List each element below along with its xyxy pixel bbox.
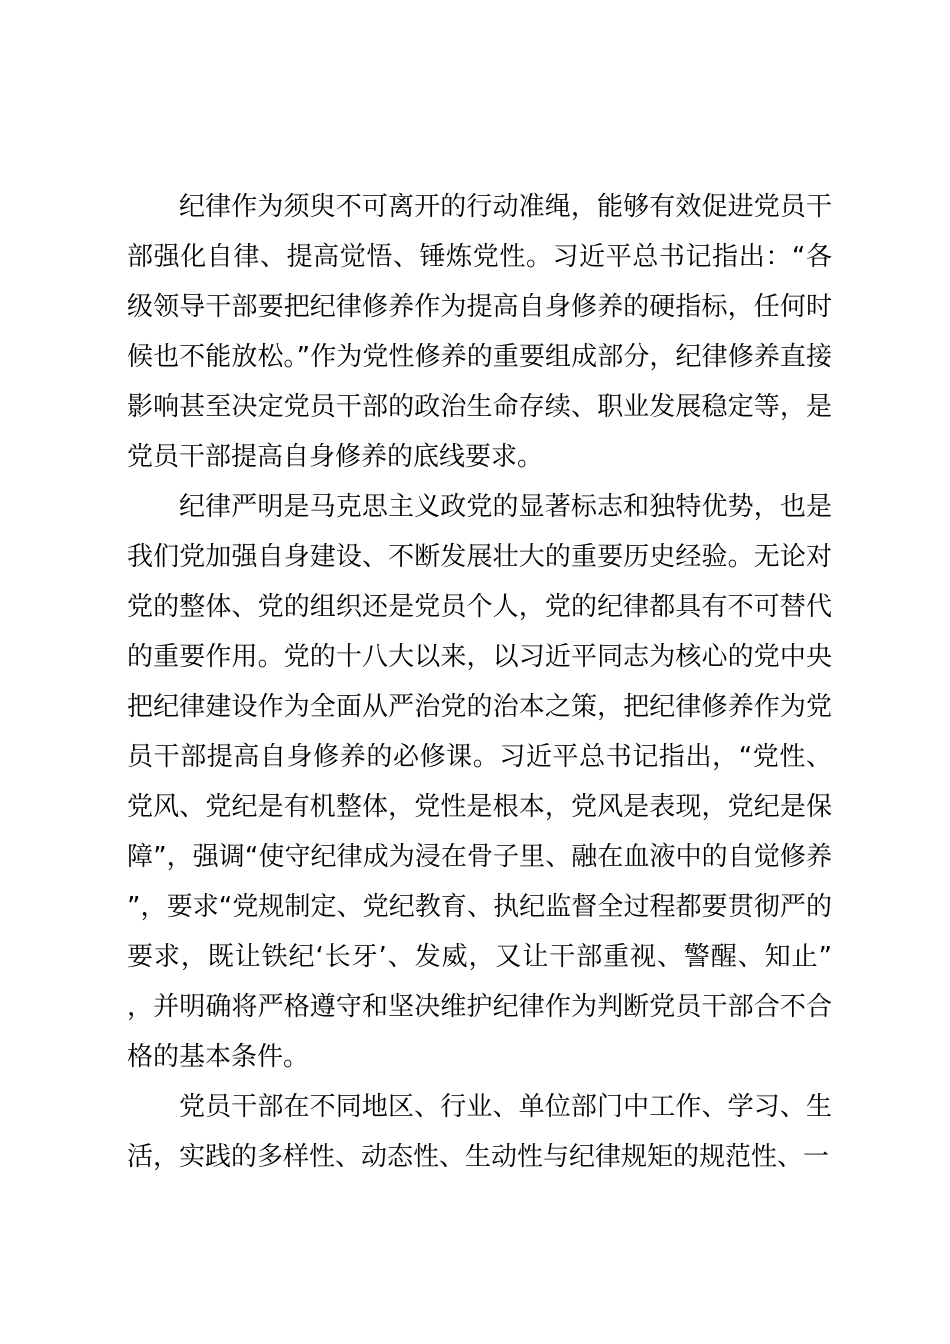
paragraph-cadre-practice: 党员干部在不同地区、行业、单位部门中工作、学习、生活，实践的多样性、动态性、生动性与纪律规矩的规范性、一 <box>127 1092 832 1172</box>
paragraph-discipline-standard: 纪律作为须臾不可离开的行动准绳，能够有效促进党员干部强化自律、提高觉悟、锤炼党性。习近平总书记指出：“各级领导干部要把纪律修养作为提高自身修养的硬指标，任何时候也不能放松。”作为党性修养的重要组成部分，纪律修养直接影响甚至决定党员干部的政治生命存续、职业发展稳定等，是党员干部提高自身修养的底线要求。 <box>127 192 832 472</box>
document-body <box>127 182 832 1182</box>
paragraph-strict-discipline: 纪律严明是马克思主义政党的显著标志和独特优势，也是我们党加强自身建设、不断发展壮大的重要历史经验。无论对党的整体、党的组织还是党员个人，党的纪律都具有不可替代的重要作用。党的十八大以来，以习近平同志为核心的党中央把纪律建设作为全面从严治党的治本之策，把纪律修养作为党员干部提高自身修养的必修课。习近平总书记指出，“党性、党风、党纪是有机整体，党性是根本，党风是表现，党纪是保障”，强调“使守纪律成为浸在骨子里、融在血液中的自觉修养”，要求“党规制定、党纪教育、执纪监督全过程都要贯彻严的要求，既让铁纪‘长牙’、发威，又让干部重视、警醒、知止”，并明确将严格遵守和坚决维护纪律作为判断党员干部合不合格的基本条件。 <box>127 492 832 1072</box>
